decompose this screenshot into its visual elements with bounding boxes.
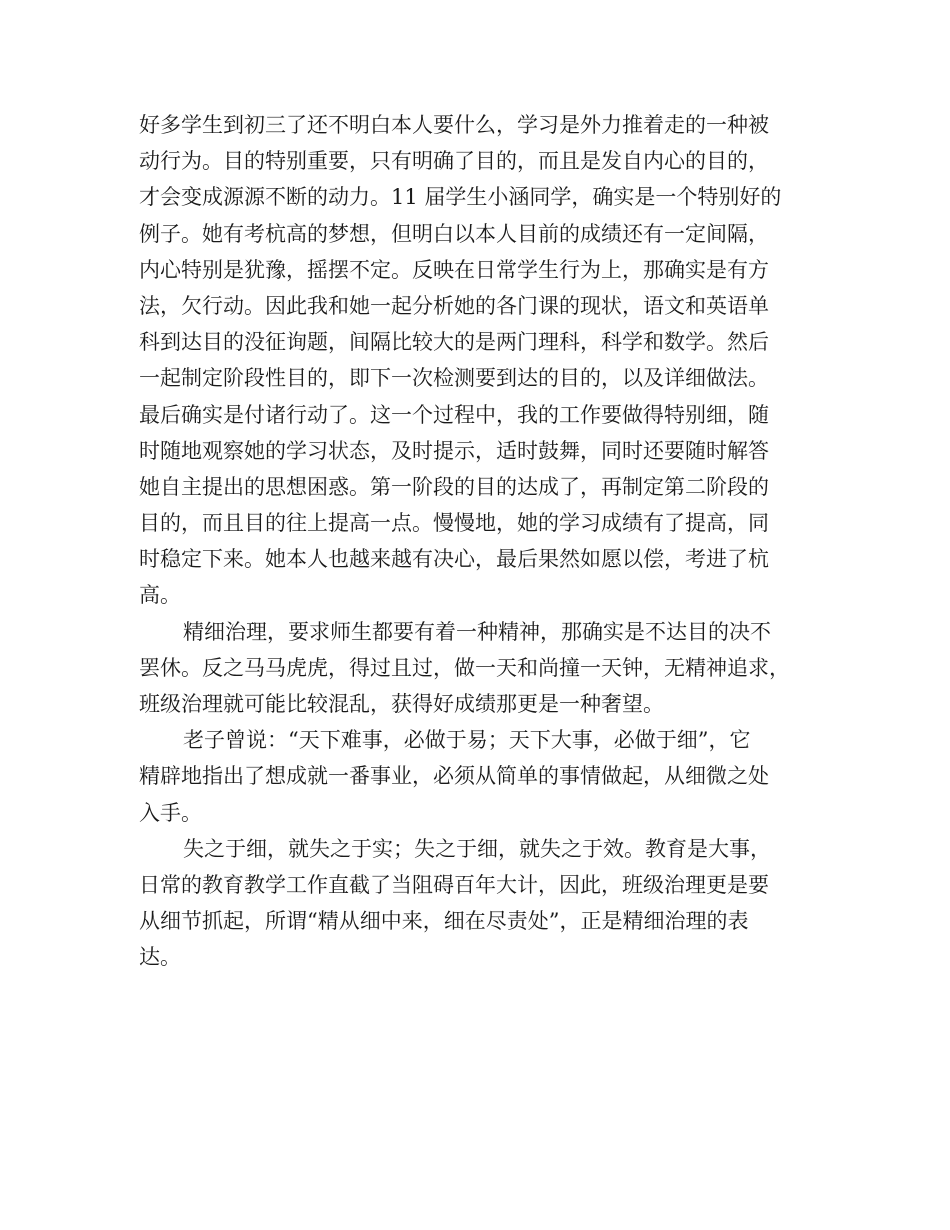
paragraph	[139, 614, 829, 723]
text-line: 动行为。目的特别重要，只有明确了目的，而且是发自内心的目的，	[139, 149, 769, 174]
document-body	[139, 107, 829, 976]
text-line: 她自主提出的思想困惑。第一阶段的目的达成了，再制定第二阶段的	[139, 474, 769, 499]
text-line: 达。	[139, 945, 181, 970]
text-line: 内心特别是犹豫，摇摆不定。反映在日常学生行为上，那确实是有方	[139, 257, 769, 282]
text-line: 最后确实是付诸行动了。这一个过程中，我的工作要做得特别细，随	[139, 402, 769, 427]
text-line: 科到达目的没征询题，间隔比较大的是两门理科，科学和数学。然后	[139, 330, 769, 355]
text-line: 时稳定下来。她本人也越来越有决心，最后果然如愿以偿，考进了杭	[139, 547, 769, 572]
text-line: 精细治理，要求师生都要有着一种精神，那确实是不达目的决不	[183, 619, 771, 644]
paragraph	[139, 831, 829, 976]
text-line: 目的，而且目的往上提高一点。慢慢地，她的学习成绩有了提高，同	[139, 511, 769, 536]
text-line: 好多学生到初三了还不明白本人要什么，学习是外力推着走的一种被	[139, 113, 769, 137]
text-line: 例子。她有考杭高的梦想，但明白以本人目前的成绩还有一定间隔，	[139, 221, 769, 246]
text-line: 一起制定阶段性目的，即下一次检测要到达的目的，以及详细做法。	[139, 366, 769, 391]
text-line: 日常的教育教学工作直截了当阻碍百年大计，因此，班级治理更是要	[139, 872, 769, 897]
text-line: 罢休。反之马马虎虎，得过且过，做一天和尚撞一天钟，无精神追求，	[139, 655, 790, 680]
text-line: 高。	[139, 583, 181, 608]
paragraph	[139, 107, 829, 614]
text-line: 班级治理就可能比较混乱，获得好成绩那更是一种奢望。	[139, 692, 664, 716]
text-line: 法，欠行动。因此我和她一起分析她的各门课的现状，语文和英语单	[139, 293, 769, 318]
text-line: 老子曾说：“天下难事，必做于易；天下大事，必做于细”，它	[183, 728, 751, 753]
text-line: 从细节抓起，所谓“精从细中来，细在尽责处”，正是精细治理的表	[139, 909, 749, 934]
text-line: 入手。	[139, 800, 202, 825]
text-line: 才会变成源源不断的动力。11 届学生小涵同学，确实是一个特别好的	[139, 185, 782, 210]
text-line: 时随地观察她的学习状态，及时提示，适时鼓舞，同时还要随时解答	[139, 438, 769, 463]
paragraph	[139, 722, 829, 831]
text-line: 失之于细，就失之于实；失之于细，就失之于效。教育是大事，	[183, 836, 771, 861]
text-line: 精辟地指出了想成就一番事业，必须从简单的事情做起，从细微之处	[139, 764, 769, 789]
